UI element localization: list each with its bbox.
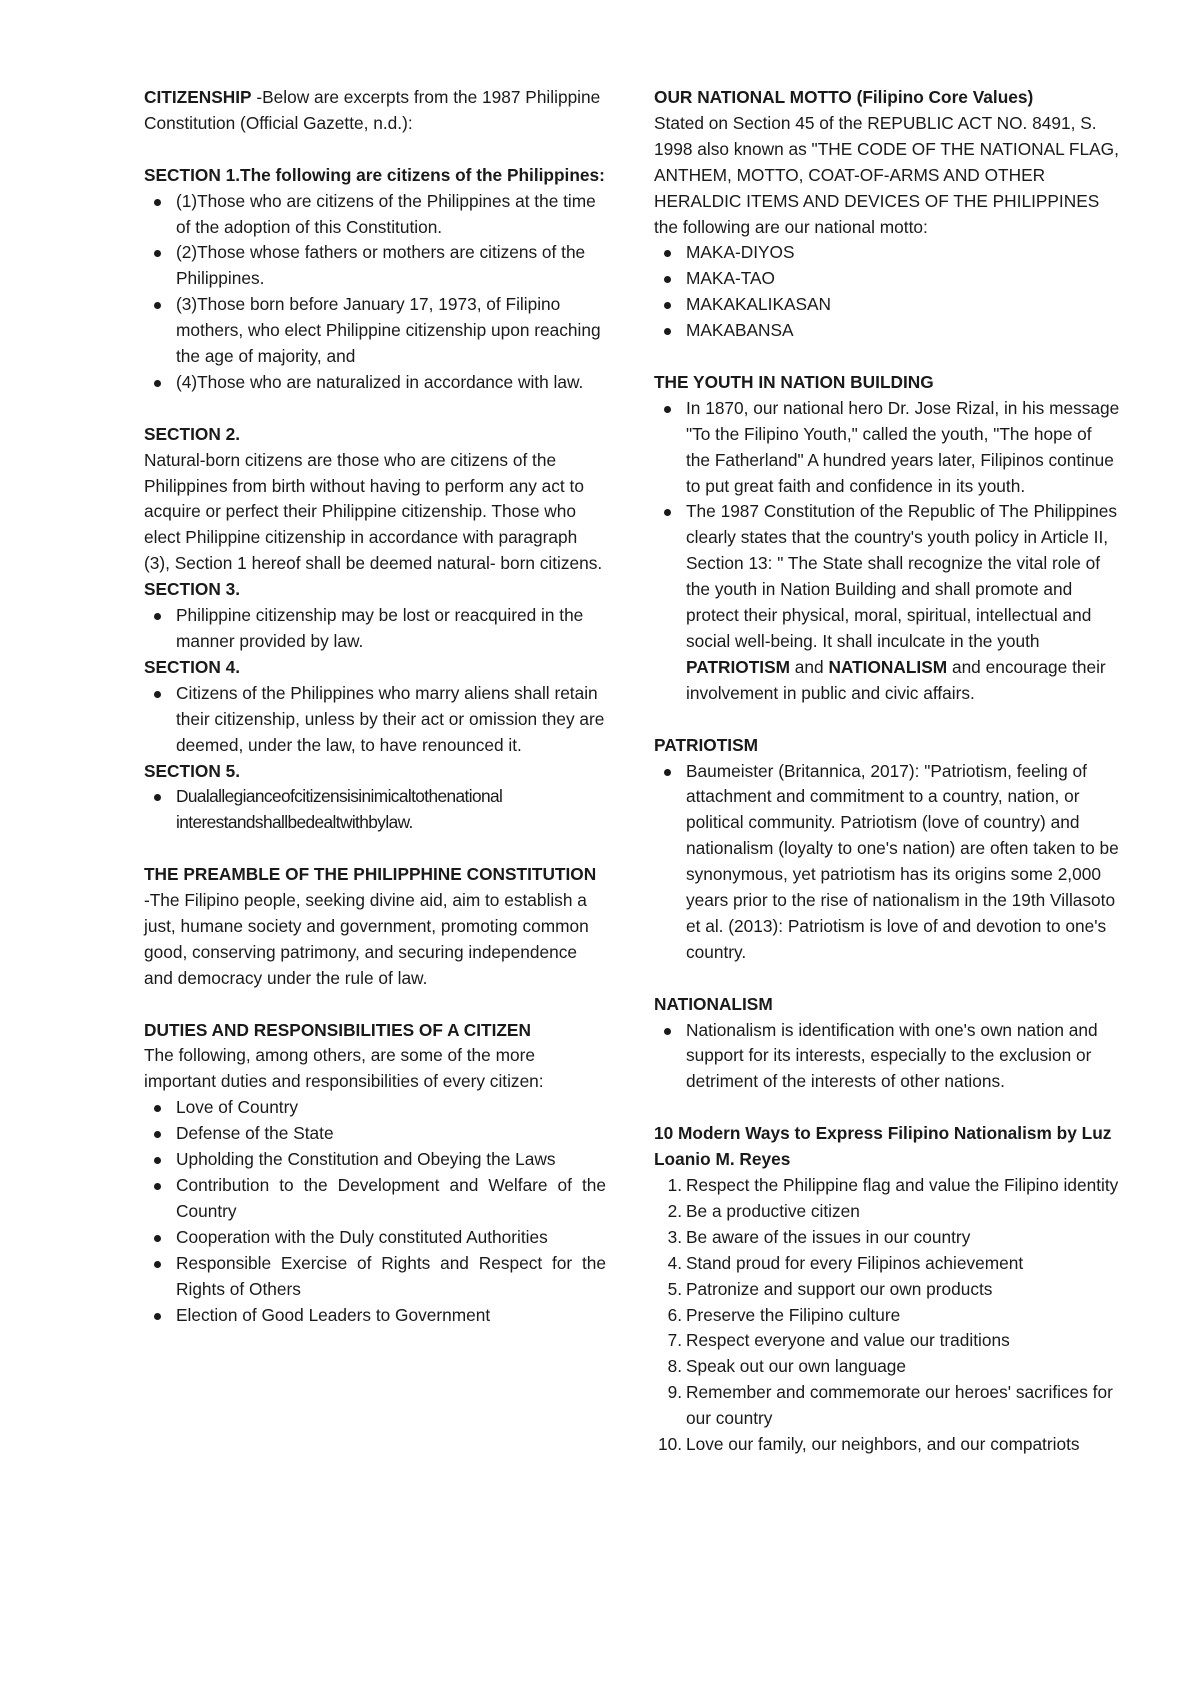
youth-list — [654, 396, 1120, 707]
duties-item-text: Love of Country — [176, 1097, 298, 1118]
duties-text: The following, among others, are some of the more important duties and responsibilities of every citizen: — [144, 1045, 544, 1092]
nationalism-heading: NATIONALISM — [654, 993, 773, 1014]
patriotism-list — [654, 759, 1120, 966]
duties-item — [144, 1121, 606, 1147]
ways-item — [654, 1328, 1120, 1354]
item-number: 10. — [657, 1434, 682, 1455]
item-number: 2. — [667, 1200, 682, 1221]
duties-item-text: Cooperation with the Duly constituted Authorities — [176, 1226, 548, 1247]
citizenship-intro — [144, 85, 606, 137]
ways-item-text: Patronize and support our own products — [686, 1278, 993, 1299]
ways-item-text: Be aware of the issues in our country — [686, 1226, 971, 1247]
section-1-item-text: (1)Those who are citizens of the Philippines at the time of the adoption of this Constitution. — [176, 190, 596, 237]
preamble-text: -The Filipino people, seeking divine aid, aim to establish a just, humane society and government, promoting common good, conserving patrimony, and securing independence and democracy under the rule of law. — [144, 890, 589, 988]
ways-item — [654, 1277, 1120, 1303]
section-4-item — [144, 681, 606, 759]
section-1-item-text: (3)Those born before January 17, 1973, of Filipino mothers, who elect Philippine citizenship upon reaching the age of majority, and — [176, 294, 601, 367]
duties-item — [144, 1303, 606, 1329]
ways-heading: 10 Modern Ways to Express Filipino Nationalism by Luz Loanio M. Reyes — [654, 1123, 1112, 1170]
section-3-list — [144, 603, 606, 655]
duties-item — [144, 1095, 606, 1121]
left-column — [144, 85, 606, 1328]
motto-item — [654, 266, 1120, 292]
duties-list — [144, 1095, 606, 1328]
section-5-item-text: Dualallegianceofcitizensisinimicaltothenational interestandshallbedealtwithbylaw. — [176, 786, 503, 833]
youth-item-text: and — [790, 656, 829, 677]
right-column — [654, 85, 1120, 1458]
motto-text: Stated on Section 45 of the REPUBLIC ACT NO. 8491, S. 1998 also known as "THE CODE OF THE NATIONAL FLAG, ANTHEM, MOTTO, COAT-OF-ARMS AND OTHER HERALDIC ITEMS AND DEVICES OF THE PHILIPPINES the following are our national motto: — [654, 112, 1119, 237]
section-3-item-text: Philippine citizenship may be lost or reacquired in the manner provided by law. — [176, 605, 584, 651]
ways-item — [654, 1199, 1120, 1225]
item-number: 8. — [667, 1356, 682, 1377]
section-5-heading: SECTION 5. — [144, 760, 241, 781]
section-5-item — [144, 784, 606, 836]
citizenship-heading: CITIZENSHIP — [144, 87, 252, 107]
motto-item — [654, 292, 1120, 318]
section-1-list — [144, 189, 606, 396]
nationalism-list — [654, 1018, 1120, 1096]
section-1-heading: SECTION 1.The following are citizens of the Philippines: — [144, 164, 605, 185]
ways-item-text: Preserve the Filipino culture — [686, 1304, 901, 1325]
duties-item-text: Responsible Exercise of Rights and Respect for the Rights of Others — [176, 1252, 606, 1299]
ways-item — [654, 1380, 1120, 1432]
motto-heading: OUR NATIONAL MOTTO (Filipino Core Values) — [654, 87, 1034, 107]
ways-list — [654, 1173, 1120, 1458]
motto-item-text: MAKA-DIYOS — [686, 242, 795, 263]
section-4-list — [144, 681, 606, 759]
item-number: 3. — [667, 1226, 682, 1247]
motto-item-text: MAKAKALIKASAN — [686, 294, 832, 315]
youth-item: In 1870, our national hero Dr. Jose Rizal, in his message "To the Filipino Youth," called the youth, "The hope of the Fatherland" A hundred years later, Filipinos continue to put great faith and confidence in its youth. — [654, 396, 1120, 500]
item-number: 1. — [667, 1175, 682, 1195]
section-3-item — [144, 603, 606, 655]
duties-item — [144, 1173, 606, 1225]
motto-item — [654, 240, 1120, 266]
patriotism-heading: PATRIOTISM — [654, 734, 758, 755]
item-number: 9. — [667, 1382, 682, 1403]
motto-list — [654, 240, 1120, 344]
motto-item-text: MAKA-TAO — [686, 268, 775, 289]
ways-item-text: Speak out our own language — [686, 1356, 907, 1377]
duties-item-text: Defense of the State — [176, 1123, 334, 1144]
duties-item — [144, 1147, 606, 1173]
ways-item — [654, 1225, 1120, 1251]
motto-item — [654, 318, 1120, 344]
youth-item-text: and encourage their involvement in public and civic affairs. — [686, 656, 1106, 703]
section-4-heading: SECTION 4. — [144, 656, 241, 677]
nationalism-item — [654, 1018, 1120, 1096]
section-5-list — [144, 784, 606, 836]
section-2-heading: SECTION 2. — [144, 423, 241, 444]
item-number: 7. — [667, 1330, 682, 1351]
nationalism-item-text: Nationalism is identification with one's own nation and support for its interests, especially to the exclusion or detriment of the interests of other nations. — [686, 1019, 1098, 1092]
duties-item — [144, 1251, 606, 1303]
youth-item — [654, 499, 1120, 706]
duties-item-text: Upholding the Constitution and Obeying the Laws — [176, 1149, 556, 1170]
youth-item-text: The 1987 Constitution of the Republic of The Philippines clearly states that the country's youth policy in Article II, Section 13: " The State shall recognize the vital role of the youth in Nation Building and shall promote and protect their physical, moral, spiritual, intellectual and social well-being. It shall inculcate in the youth — [686, 501, 1118, 652]
section-1-item-text: (2)Those whose fathers or mothers are citizens of the Philippines. — [176, 242, 586, 289]
motto-item-text: MAKABANSA — [686, 320, 794, 341]
section-3-heading: SECTION 3. — [144, 579, 241, 600]
duties-item-text: Contribution to the Development and Welfare of the Country — [176, 1175, 606, 1221]
section-1-item — [144, 240, 606, 292]
ways-item-text: Stand proud for every Filipinos achievement — [686, 1252, 1024, 1273]
ways-item — [654, 1354, 1120, 1380]
patriotism-item-text: Baumeister (Britannica, 2017): "Patriotism, feeling of attachment and commitment to a country, nation, or political community. Patriotism (love of country) and nationalism (loyalty to one's nation) are often taken to be synonymous, yet patriotism has its origins some 2,000 years prior to the rise of nationalism in the 19th Villasoto et al. (2013): Patriotism is love of and devotion to one's country. — [686, 760, 1119, 962]
ways-item-text: Remember and commemorate our heroes' sacrifices for our country — [686, 1382, 1113, 1429]
ways-item — [654, 1173, 1120, 1199]
item-number: 5. — [667, 1278, 682, 1299]
ways-item-text: Respect everyone and value our traditions — [686, 1330, 1010, 1351]
section-4-item-text: Citizens of the Philippines who marry aliens shall retain their citizenship, unless by their act or omission they are deemed, under the law, to have renounced it. — [176, 682, 605, 755]
ways-item — [654, 1251, 1120, 1277]
ways-item — [654, 1303, 1120, 1329]
duties-item — [144, 1225, 606, 1251]
patriotism-emphasis: PATRIOTISM — [686, 656, 790, 677]
section-1-item — [144, 370, 606, 396]
youth-heading: THE YOUTH IN NATION BUILDING — [654, 371, 934, 392]
section-1-item-text: (4)Those who are naturalized in accordance with law. — [176, 371, 584, 392]
patriotism-item — [654, 759, 1120, 966]
duties-heading: DUTIES AND RESPONSIBILITIES OF A CITIZEN — [144, 1019, 531, 1040]
ways-item-text: Be a productive citizen — [686, 1200, 860, 1221]
duties-item-text: Election of Good Leaders to Government — [176, 1304, 491, 1325]
section-2-text: Natural-born citizens are those who are citizens of the Philippines from birth without having to perform any act to acquire or perfect their Philippine citizenship. Those who elect Philippine citizenship in accordance with paragraph (3), Section 1 hereof shall be deemed natural- born citizens. — [144, 449, 603, 574]
item-number: 4. — [667, 1252, 682, 1273]
nationalism-emphasis: NATIONALISM — [828, 656, 948, 677]
ways-item — [654, 1432, 1120, 1458]
preamble-heading: THE PREAMBLE OF THE PHILIPPHINE CONSTITUTION — [144, 864, 597, 885]
ways-item-text: Love our family, our neighbors, and our compatriots — [686, 1434, 1080, 1455]
ways-item-text: Respect the Philippine flag and value the Filipino identity — [686, 1175, 1119, 1195]
section-1-item — [144, 189, 606, 241]
section-1-item — [144, 292, 606, 370]
citizenship-intro-text: -Below are excerpts from the 1987 Philippine Constitution (Official Gazette, n.d.): — [144, 87, 601, 133]
item-number: 6. — [667, 1304, 682, 1325]
